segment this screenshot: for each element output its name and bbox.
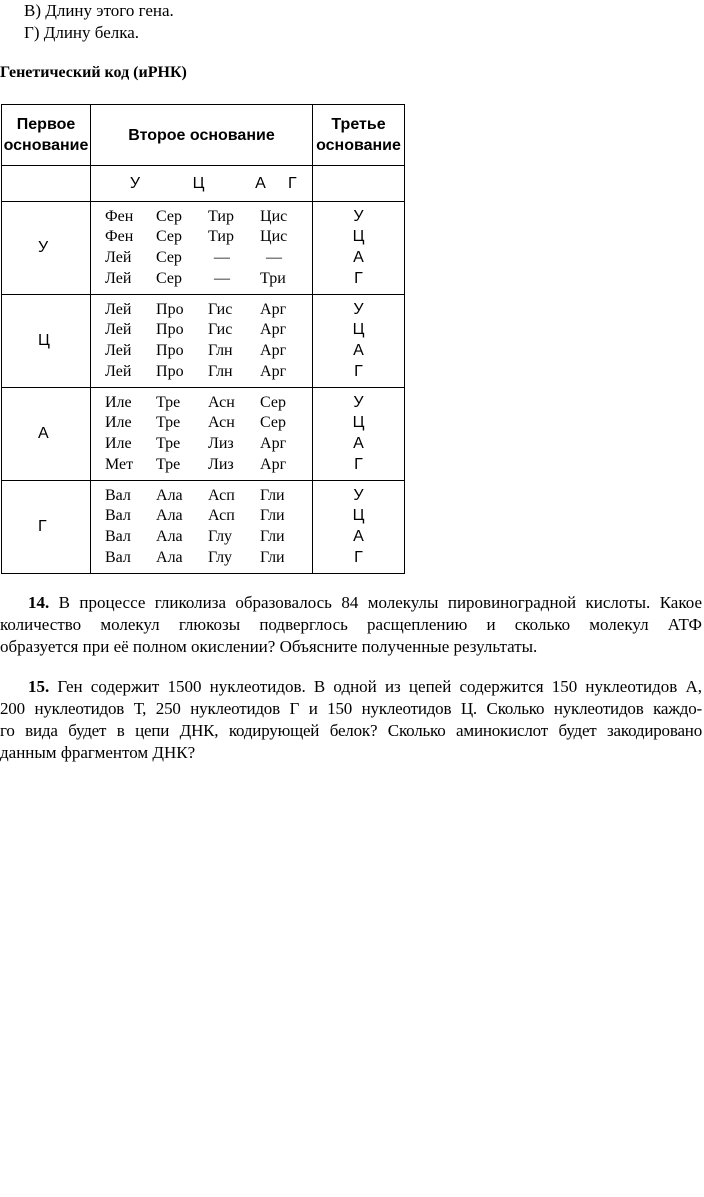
amino-acid-group: [91, 481, 313, 574]
answer-option-v: В) Длину этого гена.: [24, 1, 174, 20]
amino-acid: Вал: [105, 548, 131, 566]
amino-acid: Асн: [208, 393, 235, 411]
amino-acid: Тир: [208, 207, 234, 225]
question-15-line2: 200 нуклеотидов Т, 250 нуклеотидов Г и 150 нуклеотидов Ц. Сколько нуклеотидов каждо-: [0, 699, 702, 718]
third-base: Г: [354, 455, 363, 473]
codon-row: [91, 486, 312, 507]
header-second-base: Второе основание: [91, 105, 313, 166]
amino-acid: Цис: [260, 207, 288, 225]
amino-acid: Сер: [260, 414, 286, 432]
amino-acid: Про: [156, 362, 184, 380]
codon-row: [91, 413, 312, 434]
amino-acid: Ала: [156, 507, 183, 525]
amino-acid: Арг: [260, 455, 287, 473]
header-third-line2: основание: [316, 137, 401, 154]
codon-row: [91, 548, 312, 569]
amino-acid: Лей: [105, 362, 132, 380]
amino-acid: Сер: [155, 249, 182, 266]
amino-acid: Арг: [260, 435, 287, 452]
amino-acid: Фен: [105, 228, 134, 246]
amino-acid: Лей: [105, 249, 132, 266]
amino-acid: Ала: [156, 486, 183, 504]
codon-row: [91, 269, 312, 290]
header-third-base: [313, 105, 405, 166]
third-base: У: [353, 300, 364, 318]
third-base: У: [353, 207, 364, 225]
third-base-cell: [313, 295, 405, 388]
amino-acid: Цис: [260, 228, 288, 246]
amino-acid: Глу: [208, 528, 233, 545]
amino-acid: Лей: [105, 269, 132, 287]
amino-acid: Вал: [105, 507, 131, 525]
third-base: Ц: [352, 507, 365, 525]
second-base: А: [255, 174, 266, 192]
header-third-line1: Третье: [331, 116, 386, 133]
amino-acid: Гли: [260, 486, 285, 504]
amino-acid: Сер: [155, 269, 182, 287]
amino-acid: Лей: [105, 321, 132, 339]
codon-row: [91, 320, 312, 341]
question-15-text1: Ген содержит 1500 нуклеотидов. В одной из цепей содержится 150 нуклеотидов А,: [57, 677, 702, 696]
amino-acid: Иле: [105, 414, 132, 432]
amino-acid: Гли: [260, 548, 285, 566]
empty-cell: [2, 166, 91, 202]
third-base: А: [353, 249, 364, 266]
amino-acid: Про: [156, 300, 184, 318]
first-base-cell: А: [2, 388, 91, 481]
amino-acid: Арг: [260, 362, 287, 380]
codon-row: [91, 527, 312, 548]
amino-acid: Глн: [208, 362, 233, 380]
second-base: Ц: [192, 174, 205, 192]
question-14-line1: [0, 592, 702, 614]
amino-acid: Гли: [260, 528, 285, 545]
first-base-cell: Ц: [2, 295, 91, 388]
codon-row: [91, 248, 312, 269]
amino-acid: Асн: [208, 414, 235, 432]
codon-row: [91, 362, 312, 383]
amino-acid-group: [91, 202, 313, 295]
amino-acid: Глн: [208, 342, 233, 359]
third-base: А: [353, 435, 364, 452]
codon-row: [91, 506, 312, 527]
question-14-number: 14.: [28, 593, 50, 612]
genetic-code-table: [1, 104, 405, 574]
codon-row: [91, 393, 312, 414]
second-base: Г: [288, 174, 297, 192]
amino-acid: Три: [260, 269, 286, 287]
third-base: Ц: [352, 228, 365, 246]
third-base-cell: [313, 388, 405, 481]
first-base-cell: У: [2, 202, 91, 295]
amino-acid: Тир: [208, 228, 234, 246]
amino-acid: Ала: [156, 548, 183, 566]
amino-acid: Тре: [156, 393, 181, 411]
amino-acid: Лиз: [208, 455, 234, 473]
amino-acid: Сер: [156, 207, 182, 225]
empty-cell: [313, 166, 405, 202]
amino-acid-group: [91, 295, 313, 388]
third-base: Г: [354, 269, 363, 287]
second-base-row: [91, 166, 313, 202]
amino-acid: Иле: [105, 435, 132, 452]
amino-acid: Про: [156, 321, 184, 339]
amino-acid: Арг: [260, 300, 287, 318]
amino-acid: Сер: [156, 228, 182, 246]
amino-acid: Вал: [105, 528, 131, 545]
third-base: У: [353, 486, 364, 504]
amino-acid: Лей: [105, 342, 132, 359]
question-14-line3: образуется при её полном окислении? Объясните полученные результаты.: [0, 637, 538, 656]
amino-acid: Гис: [208, 300, 233, 318]
amino-acid: Сер: [260, 393, 286, 411]
header-first-line1: Первое: [16, 116, 76, 133]
amino-acid: Тре: [156, 414, 181, 432]
amino-acid: Лей: [105, 300, 132, 318]
header-first-base: [2, 105, 91, 166]
amino-acid: Про: [156, 342, 184, 359]
stop-codon-dash: —: [213, 269, 230, 287]
amino-acid: Тре: [156, 455, 181, 473]
codon-row: [91, 434, 312, 455]
codon-row: [91, 455, 312, 476]
amino-acid: Глу: [208, 548, 233, 566]
stop-codon-dash: —: [213, 249, 230, 266]
amino-acid: Арг: [260, 342, 287, 359]
question-15-number: 15.: [28, 677, 50, 696]
question-15: [0, 676, 702, 764]
amino-acid: Фен: [105, 207, 134, 225]
third-base: А: [353, 342, 364, 359]
amino-acid: Арг: [260, 321, 287, 339]
third-base: А: [353, 528, 364, 545]
amino-acid: Асп: [208, 507, 235, 525]
question-14-line2: количество молекул глюкозы подверглось расщеплению и сколько молекул АТФ: [0, 615, 702, 634]
codon-row: [91, 227, 312, 248]
amino-acid: Иле: [105, 393, 132, 411]
amino-acid: Ала: [156, 528, 183, 545]
question-14: [0, 592, 702, 658]
amino-acid: Гли: [260, 507, 285, 525]
question-14-text1: В процессе гликолиза образовалось 84 молекулы пировиноградной кислоты. Какое: [58, 593, 703, 612]
codon-row: [91, 207, 312, 228]
header-first-line2: основание: [3, 137, 89, 154]
table-title: Генетический код (иРНК): [0, 64, 187, 81]
first-base-cell: Г: [2, 481, 91, 574]
third-base: Ц: [352, 414, 365, 432]
second-base: У: [129, 174, 141, 192]
amino-acid: Мет: [105, 455, 134, 473]
third-base: Г: [354, 548, 363, 566]
amino-acid: Лиз: [208, 435, 234, 452]
third-base: У: [353, 393, 364, 411]
third-base: Г: [354, 362, 363, 380]
amino-acid: Вал: [105, 486, 131, 504]
question-15-line1: [0, 676, 702, 698]
answer-option-g: Г) Длину белка.: [24, 23, 140, 42]
amino-acid-group: [91, 388, 313, 481]
codon-row: [91, 300, 312, 321]
amino-acid: Гис: [208, 321, 233, 339]
question-15-line3: го вида будет в цепи ДНК, кодирующей белок? Сколько аминокислот будет закодировано: [0, 721, 702, 740]
stop-codon-dash: —: [265, 249, 282, 266]
third-base-cell: [313, 481, 405, 574]
question-15-line4: данным фрагментом ДНК?: [0, 743, 196, 762]
amino-acid: Тре: [156, 435, 181, 452]
amino-acid: Асп: [208, 486, 235, 504]
codon-row: [91, 341, 312, 362]
third-base-cell: [313, 202, 405, 295]
third-base: Ц: [352, 321, 365, 339]
